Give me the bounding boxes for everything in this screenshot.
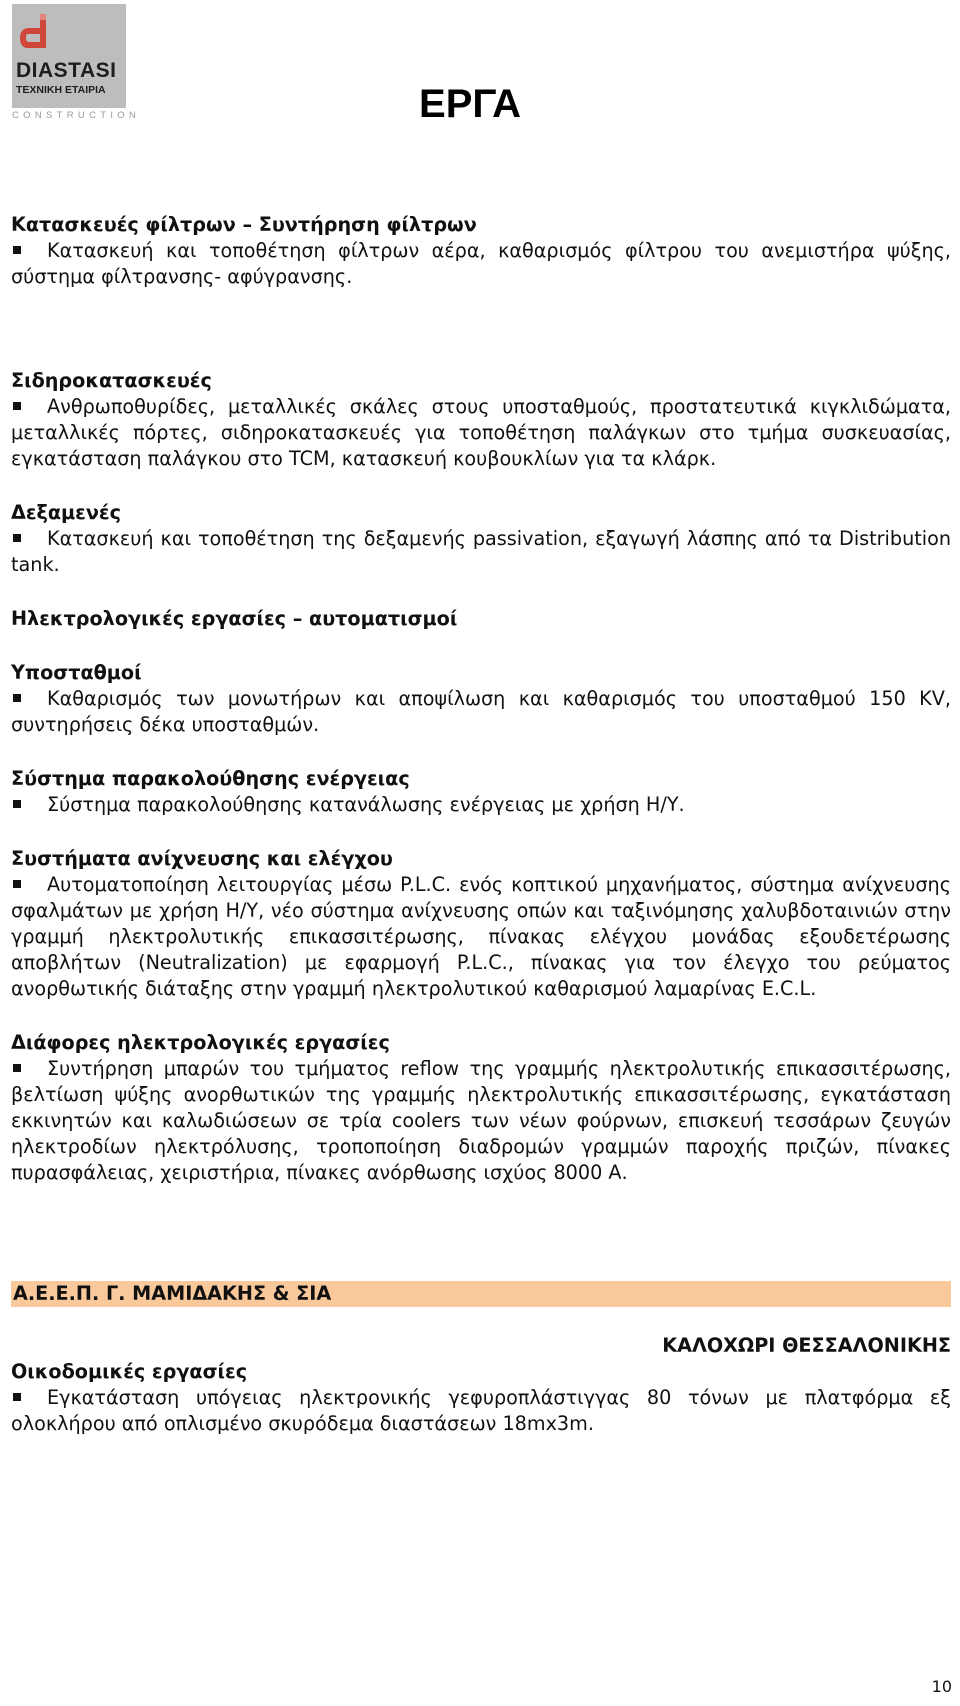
logo-mark-icon [18, 12, 52, 52]
page-number: 10 [931, 1677, 952, 1696]
section-heading: Δεξαμενές [11, 501, 121, 524]
section-text: Καθαρισμός των μονωτήρων και αποψίλωση και καθαρισμός του υποσταθμού 150 KV, συντηρήσεις δέκα υποσταθμών. [11, 687, 951, 736]
section-heading: Συστήματα ανίχνευσης και ελέγχου [11, 847, 393, 870]
company-name-bar: Α.Ε.Ε.Π. Γ. ΜΑΜΙΔΑΚΗΣ & ΣΙΑ [11, 1281, 951, 1307]
bullet-icon [13, 402, 21, 410]
bullet-icon [13, 694, 21, 702]
section-paragraph [11, 526, 951, 578]
section-building [11, 1359, 951, 1437]
bullet-icon [13, 880, 21, 888]
logo-subtitle: ΤΕΧΝΙΚΗ ΕΤΑΙΡΙΑ [16, 84, 106, 96]
section-text: Κατασκευή και τοποθέτηση της δεξαμενής passivation, εξαγωγή λάσπης από τα Distribution tank. [11, 527, 951, 576]
section-text: Συντήρηση μπαρών του τμήματος reflow της γραμμής ηλεκτρολυτικής επικασσιτέρωσης, βελτίωση ψύξης ανορθωτικών της γραμμής ηλεκτρολυτικής επικασσιτέρωσης, εγκατάσταση εκκινητών και καλωδιώσεων σε τρία coolers των νέων φούρνων, επισκευή τεσσάρων ζευγών ηλεκτροδίων ηλεκτρόλυσης, τροποποίηση διαδρομών γραμμών παροχής πριζών, πίνακες πυρασφάλειας, χειριστήρια, πίνακες ανόρθωσης ισχύος 8000 Α. [11, 1057, 951, 1184]
page-title [0, 80, 940, 128]
section-paragraph [11, 872, 951, 1002]
section-detection [11, 846, 951, 1002]
bullet-icon [13, 800, 21, 808]
section-paragraph [11, 238, 951, 290]
section-substations [11, 660, 951, 738]
section-heading: Οικοδομικές εργασίες [11, 1360, 248, 1383]
logo-tagline: CONSTRUCTION [12, 110, 141, 121]
section-heading: Διάφορες ηλεκτρολογικές εργασίες [11, 1031, 390, 1054]
bullet-icon [13, 246, 21, 254]
section-heading: Σιδηροκατασκευές [11, 369, 212, 392]
section-heading: Ηλεκτρολογικές εργασίες – αυτοματισμοί [11, 607, 458, 630]
section-tanks [11, 500, 951, 578]
section-steel [11, 368, 951, 472]
section-paragraph [11, 394, 951, 472]
section-energy [11, 766, 951, 818]
section-paragraph [11, 792, 951, 818]
section-text: Εγκατάσταση υπόγειας ηλεκτρονικής γεφυροπλάστιγγας 80 τόνων με πλατφόρμα εξ ολοκλήρου από οπλισμένο σκυρόδεμα διαστάσεων 18mx3m. [11, 1386, 951, 1435]
section-filters [11, 212, 951, 290]
section-text: Κατασκευή και τοποθέτηση φίλτρων αέρα, καθαρισμός φίλτρου του ανεμιστήρα ψύξης, σύστημα φίλτρανσης- αφύγρανσης. [11, 239, 951, 288]
section-paragraph [11, 686, 951, 738]
section-paragraph [11, 1385, 951, 1437]
bullet-icon [13, 534, 21, 542]
page-title-text: ΕΡΓΑ [419, 82, 521, 126]
section-heading: Σύστημα παρακολούθησης ενέργειας [11, 767, 410, 790]
bullet-icon [13, 1393, 21, 1401]
bullet-icon [13, 1064, 21, 1072]
section-text: Αυτοματοποίηση λειτουργίας μέσω P.L.C. ενός κοπτικού μηχανήματος, σύστημα ανίχνευσης σφαλμάτων με χρήση Η/Υ, νέο σύστημα ανίχνευσης οπών και ταξινόμησης χαλυβδοταινιών στην γραμμή ηλεκτρολυτικής επικασσιτέρωσης, πίνακας ελέγχου μονάδας εξουδετέρωσης αποβλήτων (Neutralization) με εφαρμογή P.L.C., πίνακας για τον έλεγχο του ρεύματος ανορθωτικής διάταξης στην γραμμή ηλεκτρολυτικού καθαρισμού λαμαρίνας E.C.L. [11, 873, 951, 1000]
section-text: Ανθρωποθυρίδες, μεταλλικές σκάλες στους υποσταθμούς, προστατευτικά κιγκλιδώματα, μεταλλικές πόρτες, σιδηροκατασκευές για τοποθέτηση παλάγκων στο τμήμα συσκευασίας, εγκατάσταση παλάγκου στο TCM, κατασκευή κουβουκλίων για τα κλάρκ. [11, 395, 951, 470]
document-body [11, 212, 951, 1437]
section-heading: Κατασκευές φίλτρων – Συντήρηση φίλτρων [11, 213, 477, 236]
section-paragraph [11, 1056, 951, 1186]
logo-name: DIASTASI [16, 59, 117, 82]
section-electrical [11, 606, 951, 632]
section-misc-electrical [11, 1030, 951, 1186]
company-location: ΚΑΛΟΧΩΡΙ ΘΕΣΣΑΛΟΝΙΚΗΣ [662, 1334, 951, 1357]
section-text: Σύστημα παρακολούθησης κατανάλωσης ενέργειας με χρήση Η/Υ. [47, 793, 685, 816]
section-heading: Υποσταθμοί [11, 661, 142, 684]
